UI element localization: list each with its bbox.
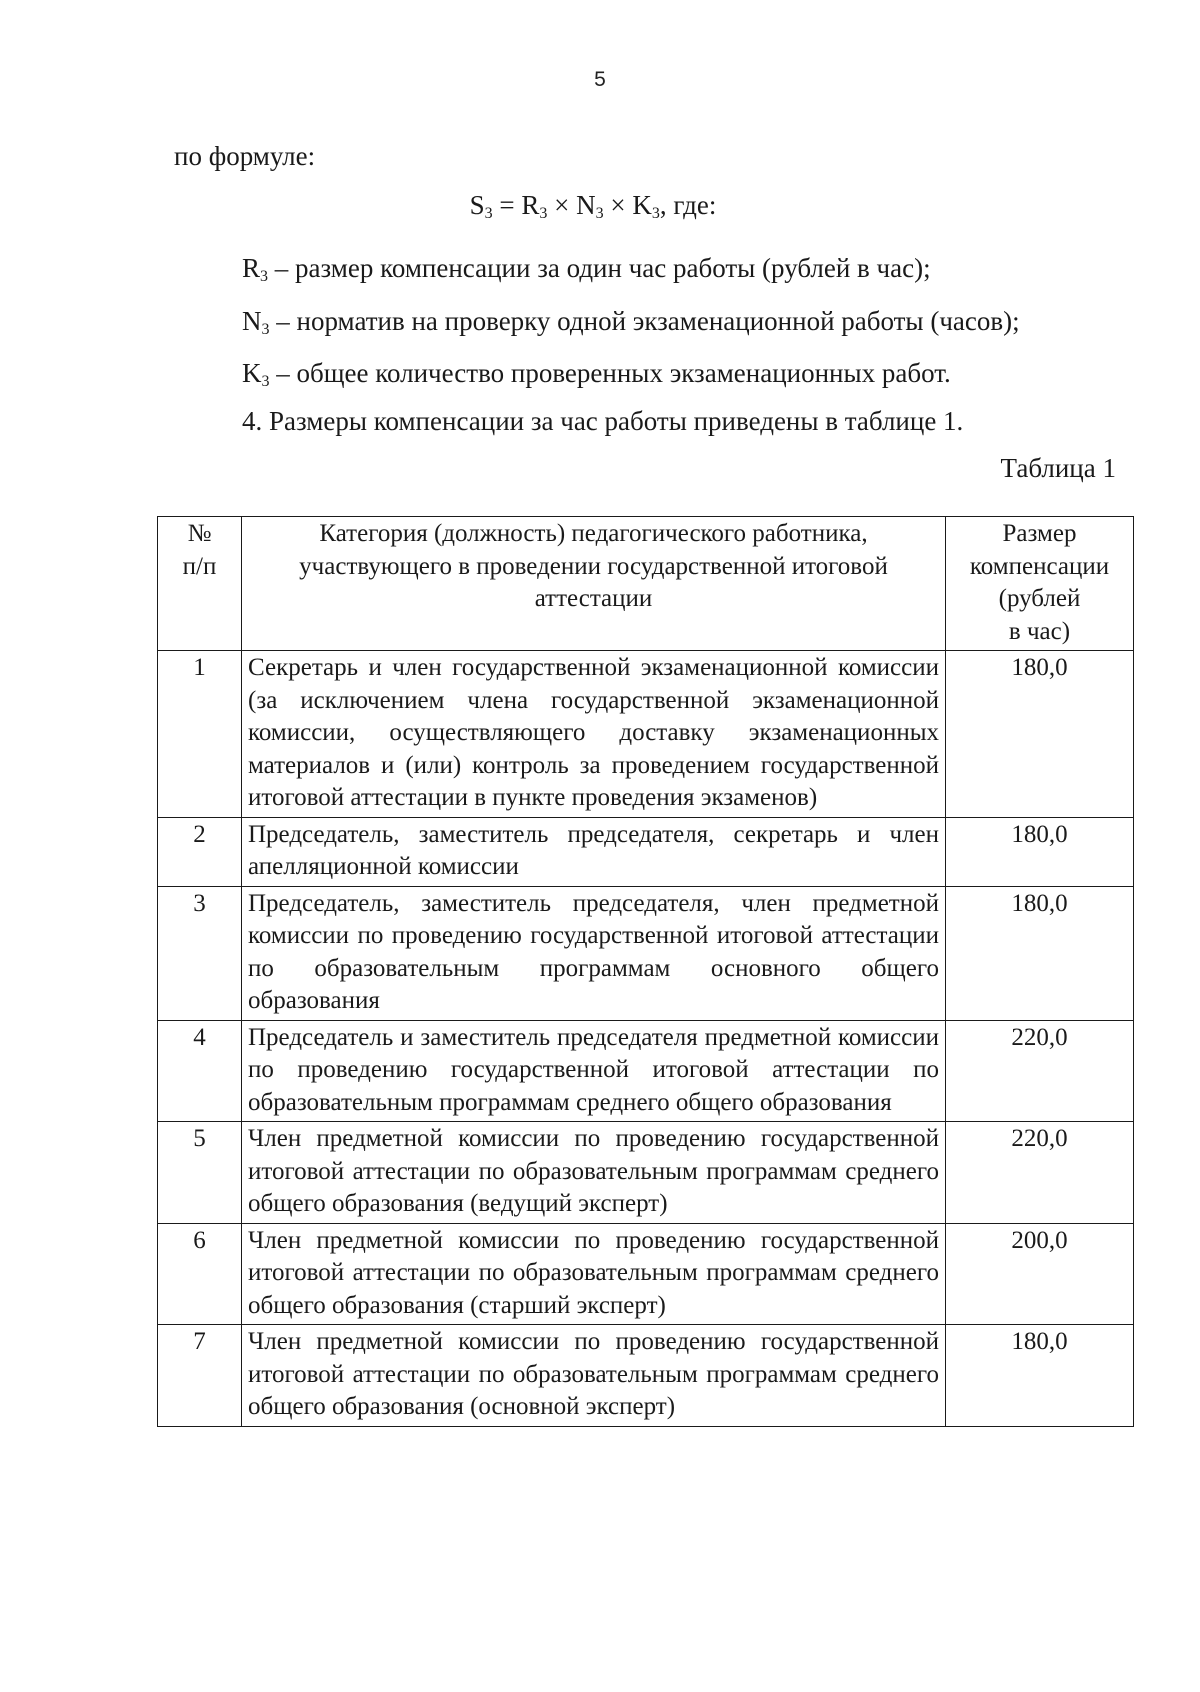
definition-symbol: N bbox=[242, 306, 262, 336]
row-value: 180,0 bbox=[946, 886, 1134, 1020]
row-value: 220,0 bbox=[946, 1122, 1134, 1224]
definition-sub: 3 bbox=[261, 373, 270, 390]
row-category: Член предметной комиссии по проведению государственной итоговой аттестации по образовательным программам среднего общего образования (основной эксперт) bbox=[242, 1325, 946, 1427]
row-category: Член предметной комиссии по проведению государственной итоговой аттестации по образовательным программам среднего общего образования (ведущий эксперт) bbox=[242, 1122, 946, 1224]
formula-s: S bbox=[469, 190, 485, 220]
row-number: 1 bbox=[158, 651, 242, 818]
definition-symbol: R bbox=[242, 253, 261, 283]
definition-r bbox=[242, 252, 931, 284]
header-value-line: компенсации bbox=[969, 552, 1110, 580]
formula-s-sub: 3 bbox=[484, 205, 493, 222]
table-caption: Таблица 1 bbox=[1000, 453, 1116, 483]
table-row bbox=[158, 1325, 1134, 1427]
table-row bbox=[158, 651, 1134, 818]
table-row bbox=[158, 886, 1134, 1020]
definition-k bbox=[242, 357, 951, 389]
row-value: 180,0 bbox=[946, 817, 1134, 886]
row-number: 6 bbox=[158, 1223, 242, 1325]
formula bbox=[0, 189, 1186, 221]
definition-text: – норматив на проверку одной экзаменационной работы (часов); bbox=[269, 306, 1020, 336]
table-row bbox=[158, 1223, 1134, 1325]
header-value-line: Размер bbox=[1002, 520, 1077, 547]
header-value bbox=[946, 517, 1134, 651]
definition-n bbox=[242, 305, 1020, 337]
row-number: 2 bbox=[158, 817, 242, 886]
definition-text: – размер компенсации за один час работы (рублей в час); bbox=[268, 253, 931, 283]
formula-tail: , где: bbox=[659, 190, 717, 220]
table-row bbox=[158, 817, 1134, 886]
definition-symbol: K bbox=[242, 358, 262, 388]
definition-text: – общее количество проверенных экзаменационных работ. bbox=[269, 358, 951, 388]
header-number-abbr: п/п bbox=[182, 552, 217, 580]
formula-times-n: × N bbox=[547, 190, 596, 220]
row-value: 220,0 bbox=[946, 1020, 1134, 1122]
header-number bbox=[158, 517, 242, 651]
formula-times-k: × K bbox=[603, 190, 652, 220]
table-header-row bbox=[158, 517, 1134, 651]
row-category: Председатель, заместитель председателя, секретарь и член апелляционной комиссии bbox=[242, 817, 946, 886]
row-number: 3 bbox=[158, 886, 242, 1020]
header-value-line: в час) bbox=[1008, 617, 1071, 645]
row-value: 180,0 bbox=[946, 1325, 1134, 1427]
row-number: 4 bbox=[158, 1020, 242, 1122]
row-category: Председатель, заместитель председателя, член предметной комиссии по проведению государственной итоговой аттестации по образовательным программам основного общего образования bbox=[242, 886, 946, 1020]
row-value: 180,0 bbox=[946, 651, 1134, 818]
formula-eq: = R bbox=[492, 190, 540, 220]
paragraph-4: 4. Размеры компенсации за час работы приведены в таблице 1. bbox=[242, 406, 964, 436]
row-value: 200,0 bbox=[946, 1223, 1134, 1325]
page-number: 5 bbox=[594, 68, 606, 91]
definition-sub: 3 bbox=[261, 321, 270, 338]
formula-k-sub: 3 bbox=[651, 205, 660, 222]
formula-n-sub: 3 bbox=[595, 205, 604, 222]
row-number: 7 bbox=[158, 1325, 242, 1427]
table-row bbox=[158, 1122, 1134, 1224]
compensation-table bbox=[157, 516, 1134, 1427]
header-category: Категория (должность) педагогического работника, участвующего в проведении государственной итоговой аттестации bbox=[242, 517, 946, 651]
header-number-symbol: № bbox=[187, 520, 212, 547]
row-category: Секретарь и член государственной экзаменационной комиссии (за исключением члена государственной экзаменационной комиссии, осуществляющего доставку экзаменационных материалов и (или) контроль за проведением государственной итоговой аттестации в пункте проведения экзаменов) bbox=[242, 651, 946, 818]
header-value-line: (рублей bbox=[998, 585, 1081, 612]
row-number: 5 bbox=[158, 1122, 242, 1224]
definition-sub: 3 bbox=[260, 268, 269, 285]
intro-text: по формуле: bbox=[174, 141, 316, 171]
row-category: Председатель и заместитель председателя предметной комиссии по проведению государственной итоговой аттестации по образовательным программам среднего общего образования bbox=[242, 1020, 946, 1122]
row-category: Член предметной комиссии по проведению государственной итоговой аттестации по образовательным программам среднего общего образования (старший эксперт) bbox=[242, 1223, 946, 1325]
table-row bbox=[158, 1020, 1134, 1122]
formula-r-sub: 3 bbox=[539, 205, 548, 222]
